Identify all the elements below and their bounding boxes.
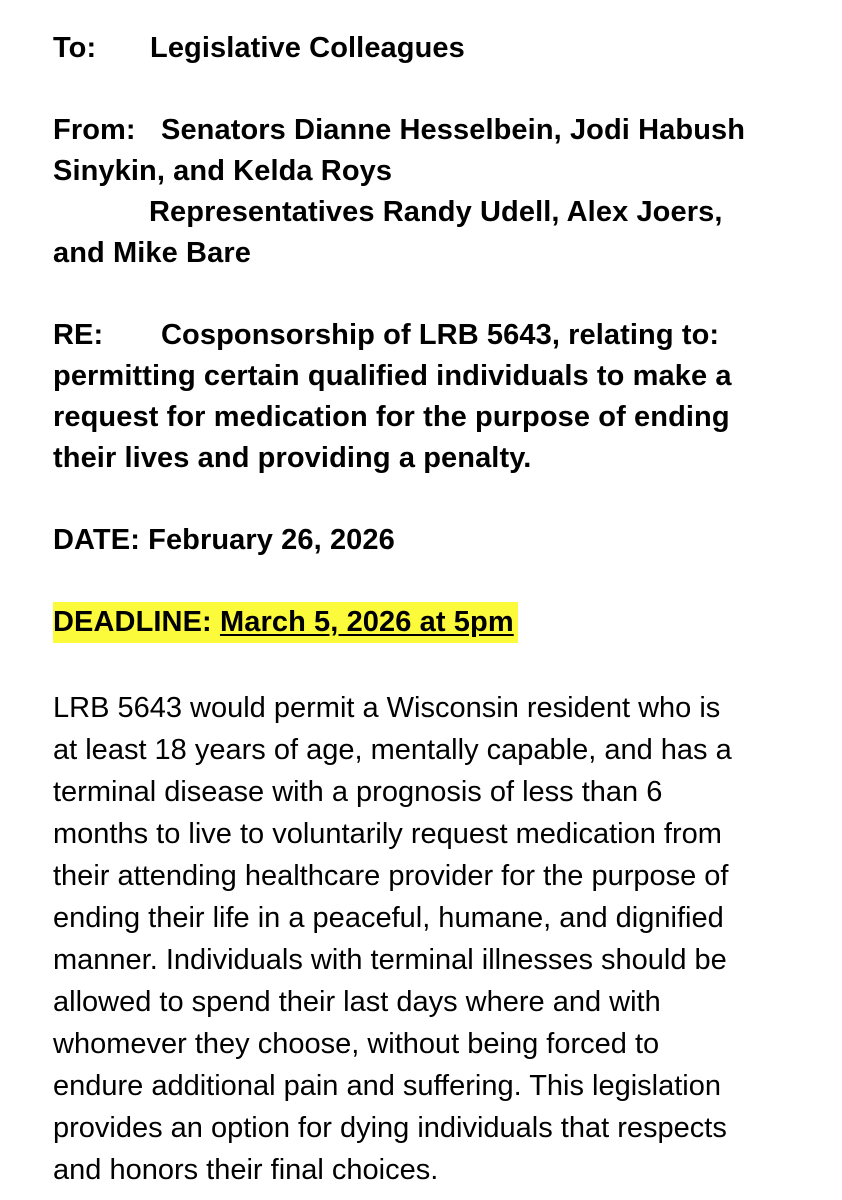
spacer [53,643,813,687]
body-line: allowed to spend their last days where and with [53,986,661,1018]
deadline-value: March 5, 2026 at 5pm [219,606,514,638]
body-paragraph [53,687,813,1191]
from-line-4 [53,233,813,274]
date-label: DATE: [53,524,140,556]
from-label: From: [53,114,136,146]
from-line-3 [53,192,813,233]
re-text-line-2: permitting certain qualified individuals to make a [53,360,732,392]
spacer [53,69,813,110]
from-line-2 [53,151,813,192]
re-line-3 [53,397,813,438]
deadline-line [53,602,813,643]
body-line: LRB 5643 would permit a Wisconsin resident who is [53,692,721,724]
body-line: their attending healthcare provider for the purpose of [53,860,729,892]
date-value: February 26, 2026 [148,524,395,556]
date-line [53,520,813,561]
re-line-1 [53,315,813,356]
body-line: provides an option for dying individuals that respects [53,1112,727,1144]
from-representatives-line-2: and Mike Bare [53,237,251,269]
from-representatives-line-1: Representatives Randy Udell, Alex Joers, [149,196,723,228]
from-line-1 [53,110,813,151]
body-line: manner. Individuals with terminal illnesses should be [53,944,727,976]
from-senators-line-1: Senators Dianne Hesselbein, Jodi Habush [161,114,746,146]
memo [53,28,813,1191]
deadline-highlight [53,602,518,643]
body-line: terminal disease with a prognosis of less than 6 [53,776,663,808]
re-text-line-4: their lives and providing a penalty. [53,442,532,474]
body-line: at least 18 years of age, mentally capable, and has a [53,734,732,766]
body-line: whomever they choose, without being forced to [53,1028,660,1060]
re-line-2 [53,356,813,397]
body-line: and honors their final choices. [53,1154,439,1186]
spacer [53,274,813,315]
spacer [53,479,813,520]
body-line: endure additional pain and suffering. This legislation [53,1070,722,1102]
body-line: months to live to voluntarily request medication from [53,818,722,850]
re-text-line-3: request for medication for the purpose of ending [53,401,730,433]
to-line [53,28,813,69]
deadline-label: DEADLINE: [53,606,212,638]
to-label: To: [53,32,97,64]
to-value: Legislative Colleagues [150,32,465,64]
spacer [53,561,813,602]
re-text-line-1: Cosponsorship of LRB 5643, relating to: [161,319,720,351]
re-line-4 [53,438,813,479]
body-line: ending their life in a peaceful, humane, and dignified [53,902,724,934]
from-senators-line-2: Sinykin, and Kelda Roys [53,155,393,187]
re-label: RE: [53,319,104,351]
